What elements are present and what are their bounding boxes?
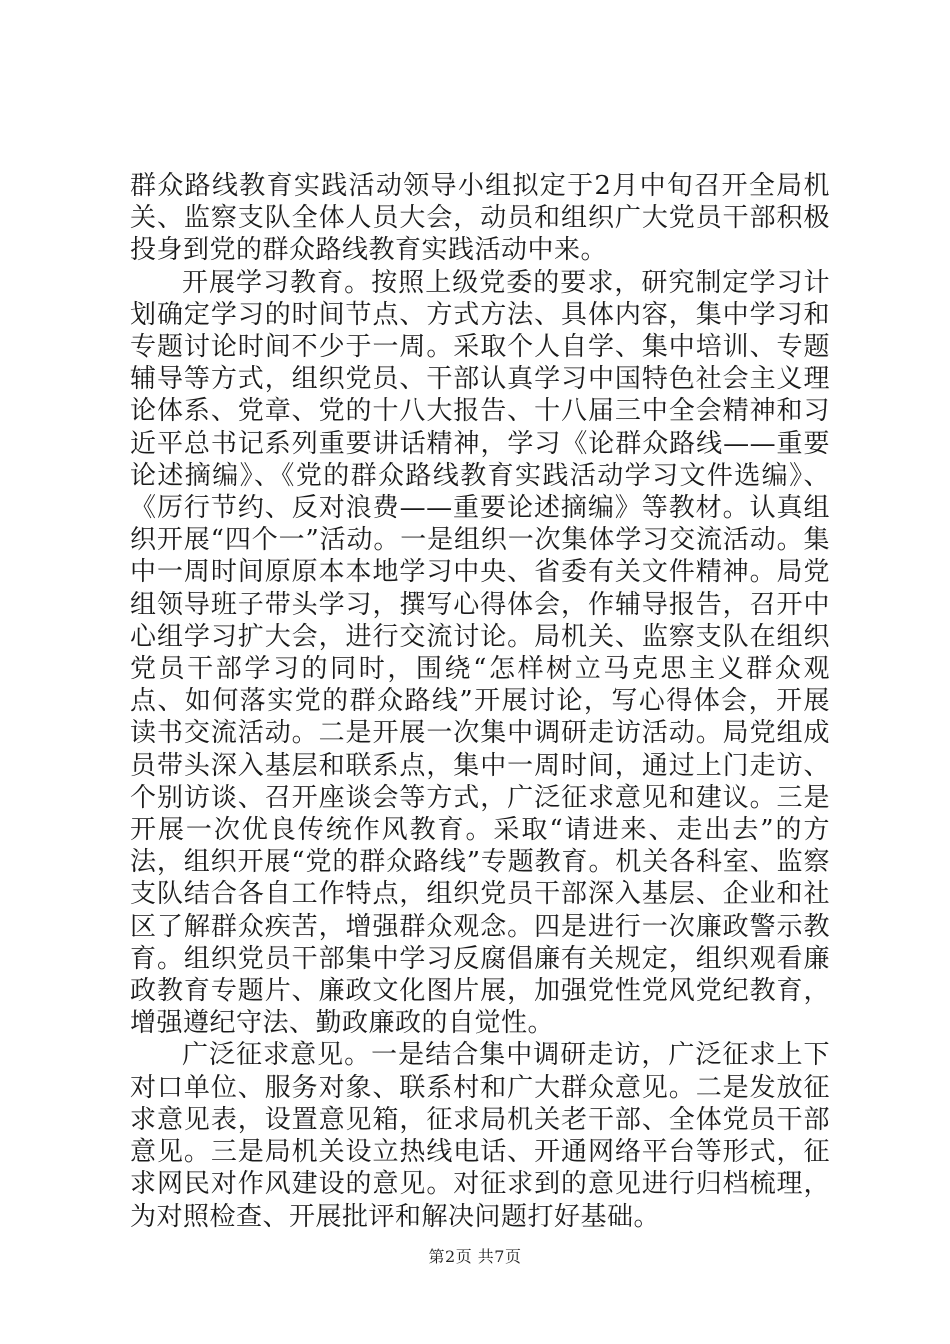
paragraph-continuation: 群众路线教育实践活动领导小组拟定于2月中旬召开全局机关、监察支队全体人员大会，动员和组织广大党员干部积极投身到党的群众路线教育实践活动中来。 <box>130 171 830 266</box>
paragraph-solicit-opinions: 广泛征求意见。一是结合集中调研走访，广泛征求上下对口单位、服务对象、联系村和广大群众意见。二是发放征求意见表，设置意见箱，征求局机关老干部、全体党员干部意见。三是局机关设立热线电话、开通网络平台等形式，征求网民对作风建设的意见。对征求到的意见进行归档梳理，为对照检查、开展批评和解决问题打好基础。 <box>130 1040 830 1232</box>
page-number-footer: 第2页 共7页 <box>428 1247 522 1266</box>
document-body <box>130 170 830 1233</box>
paragraph-study-education: 开展学习教育。按照上级党委的要求，研究制定学习计划确定学习的时间节点、方式方法、具体内容，集中学习和专题讨论时间不少于一周。采取个人自学、集中培训、专题辅导等方式，组织党员、干部认真学习中国特色社会主义理论体系、党章、党的十八大报告、十八届三中全会精神和习近平总书记系列重要讲话精神，学习《论群众路线——重要论述摘编》、《党的群众路线教育实践活动学习文件选编》、《厉行节约、反对浪费——重要论述摘编》等教材。认真组织开展“四个一”活动。一是组织一次集体学习交流活动。集中一周时间原原本本地学习中央、省委有关文件精神。局党组领导班子带头学习，撰写心得体会，作辅导报告，召开中心组学习扩大会，进行交流讨论。局机关、监察支队在组织党员干部学习的同时，围绕“怎样树立马克思主义群众观点、如何落实党的群众路线”开展讨论，写心得体会，开展读书交流活动。二是开展一次集中调研走访活动。局党组成员带头深入基层和联系点，集中一周时间，通过上门走访、个别访谈、召开座谈会等方式，广泛征求意见和建议。三是开展一次优良传统作风教育。采取“请进来、走出去”的方法，组织开展“党的群众路线”专题教育。机关各科室、监察支队结合各自工作特点，组织党员干部深入基层、企业和社区了解群众疾苦，增强群众观念。四是进行一次廉政警示教育。组织党员干部集中学习反腐倡廉有关规定，组织观看廉政教育专题片、廉政文化图片展，加强党性党风党纪教育，增强遵纪守法、勤政廉政的自觉性。 <box>130 267 830 1039</box>
